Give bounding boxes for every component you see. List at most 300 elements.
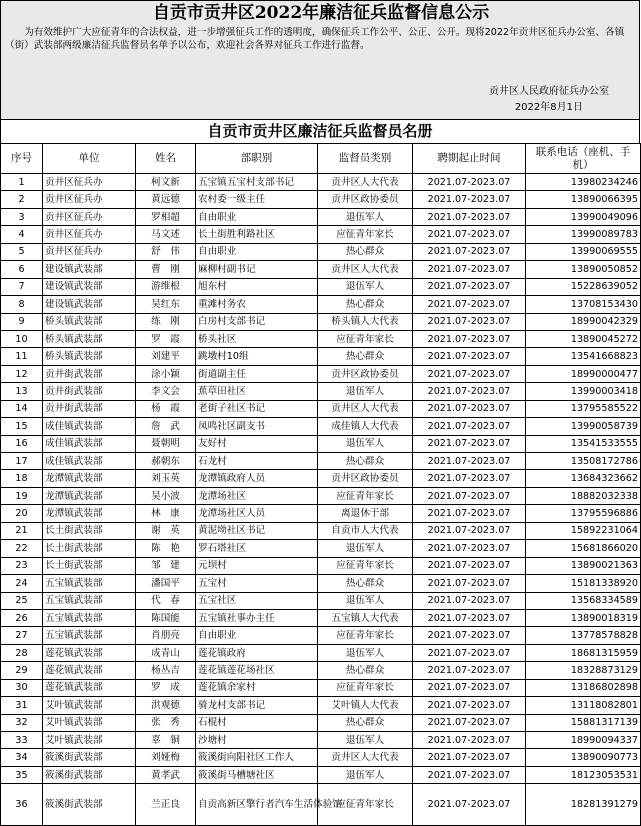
row-category-cell: 贡井区人大代表 [318, 749, 413, 766]
row-index-cell: 32 [1, 714, 43, 731]
row-unit-cell: 贡井区征兵办 [43, 174, 136, 191]
row-name-cell: 刘建平 [136, 348, 196, 365]
row-position-cell: 筱溪街马槽塘社区 [196, 766, 318, 783]
row-term-cell: 2021.07-2023.07 [413, 679, 526, 696]
row-position-cell: 自由职业 [196, 243, 318, 260]
table-row [1, 261, 641, 278]
row-category-cell: 贡井区人大代表 [318, 174, 413, 191]
row-name-cell: 吴小波 [136, 487, 196, 504]
row-name-cell: 吴红东 [136, 296, 196, 313]
row-category-cell: 贡井区政协委员 [318, 191, 413, 208]
table-row [1, 470, 641, 487]
row-category-cell: 自贡市人大代表 [318, 522, 413, 539]
row-position-cell: 白房村支部书记 [196, 313, 318, 330]
row-index-cell: 9 [1, 313, 43, 330]
row-index-cell: 29 [1, 662, 43, 679]
row-position-cell: 自由职业 [196, 627, 318, 644]
row-category-cell: 退伍军人 [318, 766, 413, 783]
row-name-cell: 肖朋亮 [136, 627, 196, 644]
table-row [1, 383, 641, 400]
row-term-cell: 2021.07-2023.07 [413, 261, 526, 278]
row-unit-cell: 贡井区征兵办 [43, 191, 136, 208]
row-category-cell: 热心群众 [318, 453, 413, 470]
row-phone-cell: 13990003418 [526, 383, 641, 400]
row-term-cell: 2021.07-2023.07 [413, 627, 526, 644]
row-index-cell: 11 [1, 348, 43, 365]
row-position-cell: 自由职业 [196, 208, 318, 225]
row-name-cell: 代 春 [136, 592, 196, 609]
row-name-cell: 聂朝明 [136, 435, 196, 452]
row-unit-cell: 建设镇武装部 [43, 278, 136, 295]
row-index-cell: 8 [1, 296, 43, 313]
row-term-cell: 2021.07-2023.07 [413, 732, 526, 749]
row-name-cell: 辜 铜 [136, 732, 196, 749]
row-category-cell: 热心群众 [318, 575, 413, 592]
row-unit-cell: 五宝镇武装部 [43, 609, 136, 626]
row-term-cell: 2021.07-2023.07 [413, 365, 526, 382]
table-row [1, 592, 641, 609]
table-row [1, 453, 641, 470]
column-header-position: 部职别 [196, 144, 318, 174]
row-index-cell: 1 [1, 174, 43, 191]
row-phone-cell: 13684323662 [526, 470, 641, 487]
row-category-cell: 应征青年家长 [318, 226, 413, 243]
table-row [1, 766, 641, 783]
row-name-cell: 杨丛吉 [136, 662, 196, 679]
row-unit-cell: 成佳镇武装部 [43, 435, 136, 452]
table-row [1, 679, 641, 696]
row-phone-cell: 13118082801 [526, 697, 641, 714]
row-index-cell: 16 [1, 435, 43, 452]
row-category-cell: 贡井区政协委员 [318, 470, 413, 487]
row-index-cell: 30 [1, 679, 43, 696]
row-index-cell: 34 [1, 749, 43, 766]
table-row [1, 732, 641, 749]
row-index-cell: 18 [1, 470, 43, 487]
row-index-cell: 6 [1, 261, 43, 278]
row-phone-cell: 13568334589 [526, 592, 641, 609]
table-row [1, 400, 641, 417]
row-position-cell: 农村委一级主任 [196, 191, 318, 208]
row-index-cell: 19 [1, 487, 43, 504]
row-position-cell: 长土街胜利路社区 [196, 226, 318, 243]
table-row [1, 557, 641, 574]
row-position-cell: 桥头社区 [196, 330, 318, 347]
table-row [1, 522, 641, 539]
row-phone-cell: 13890050852 [526, 261, 641, 278]
table-row [1, 575, 641, 592]
row-category-cell: 应征青年家长 [318, 330, 413, 347]
table-row [1, 208, 641, 225]
row-name-cell: 罗 霞 [136, 330, 196, 347]
row-name-cell: 刘娅梅 [136, 749, 196, 766]
row-index-cell: 13 [1, 383, 43, 400]
row-term-cell: 2021.07-2023.07 [413, 330, 526, 347]
row-term-cell: 2021.07-2023.07 [413, 697, 526, 714]
row-term-cell: 2021.07-2023.07 [413, 418, 526, 435]
row-position-cell: 友好村 [196, 435, 318, 452]
row-phone-cell: 15681866020 [526, 540, 641, 557]
row-term-cell: 2021.07-2023.07 [413, 662, 526, 679]
row-category-cell: 热心群众 [318, 296, 413, 313]
row-name-cell: 舒 伟 [136, 243, 196, 260]
row-category-cell: 贡井区政协委员 [318, 365, 413, 382]
row-phone-cell: 18990042329 [526, 313, 641, 330]
row-unit-cell: 艾叶镇武装部 [43, 697, 136, 714]
row-name-cell: 谢 英 [136, 522, 196, 539]
row-name-cell: 邹 建 [136, 557, 196, 574]
row-category-cell: 热心群众 [318, 662, 413, 679]
row-unit-cell: 贡井街武装部 [43, 383, 136, 400]
row-position-cell: 老街子社区书记 [196, 400, 318, 417]
row-term-cell: 2021.07-2023.07 [413, 383, 526, 400]
table-row [1, 749, 641, 766]
row-position-cell: 莲花镇余家村 [196, 679, 318, 696]
row-position-cell: 五宝镇五宝村支部书记 [196, 174, 318, 191]
table-row [1, 191, 641, 208]
row-name-cell: 詹 武 [136, 418, 196, 435]
row-unit-cell: 长土街武装部 [43, 557, 136, 574]
row-phone-cell: 18681315959 [526, 644, 641, 661]
row-term-cell: 2021.07-2023.07 [413, 592, 526, 609]
table-row [1, 296, 641, 313]
row-unit-cell: 成佳镇武装部 [43, 453, 136, 470]
table-row [1, 348, 641, 365]
notice-paragraph: 为有效维护广大应征青年的合法权益，进一步增强征兵工作的透明度，确保征兵工作公平、公正、公开。现将2022年贡井区征兵办公室、各镇（街）武装部两级廉洁征兵监督员名单予以公布，欢迎社会各界对征兵工作进行监督。 [5, 27, 625, 51]
row-position-cell: 莲花镇政府 [196, 644, 318, 661]
row-index-cell: 3 [1, 208, 43, 225]
row-term-cell: 2021.07-2023.07 [413, 226, 526, 243]
row-position-cell: 罗石塔社区 [196, 540, 318, 557]
row-position-cell: 黄泥坳社区书记 [196, 522, 318, 539]
row-phone-cell: 13990089783 [526, 226, 641, 243]
row-position-cell: 龙潭镇政府人员 [196, 470, 318, 487]
row-category-cell: 应征青年家长 [318, 557, 413, 574]
row-position-cell: 凤鸣社区副支书 [196, 418, 318, 435]
row-index-cell: 14 [1, 400, 43, 417]
row-term-cell: 2021.07-2023.07 [413, 296, 526, 313]
row-category-cell: 热心群众 [318, 714, 413, 731]
table-row [1, 627, 641, 644]
row-phone-cell: 13508172786 [526, 453, 641, 470]
table-row [1, 644, 641, 661]
column-header-index: 序号 [1, 144, 43, 174]
row-name-cell: 练 刚 [136, 313, 196, 330]
row-index-cell: 21 [1, 522, 43, 539]
row-category-cell: 热心群众 [318, 348, 413, 365]
row-phone-cell: 13890021363 [526, 557, 641, 574]
row-phone-cell: 13890045272 [526, 330, 641, 347]
row-term-cell: 2021.07-2023.07 [413, 505, 526, 522]
row-position-cell: 五宝村 [196, 575, 318, 592]
row-unit-cell: 贡井街武装部 [43, 400, 136, 417]
row-unit-cell: 贡井区征兵办 [43, 243, 136, 260]
page-title: 自贡市贡井区2022年廉洁征兵监督信息公示 [152, 3, 490, 23]
row-unit-cell: 莲花镇武装部 [43, 679, 136, 696]
row-phone-cell: 15892231064 [526, 522, 641, 539]
row-phone-cell: 18990094337 [526, 732, 641, 749]
row-index-cell: 27 [1, 627, 43, 644]
row-term-cell: 2021.07-2023.07 [413, 540, 526, 557]
row-phone-cell: 13541533555 [526, 435, 641, 452]
row-phone-cell: 18281391279 [526, 784, 641, 826]
row-index-cell: 24 [1, 575, 43, 592]
row-index-cell: 22 [1, 540, 43, 557]
table-row [1, 662, 641, 679]
row-position-cell: 重滩村务农 [196, 296, 318, 313]
row-phone-cell: 18882032338 [526, 487, 641, 504]
row-index-cell: 31 [1, 697, 43, 714]
row-position-cell: 自贡高新区擎行者汽车生活体验馆 [196, 784, 318, 826]
row-unit-cell: 长土街武装部 [43, 522, 136, 539]
row-position-cell: 龙潭场社区 [196, 487, 318, 504]
row-term-cell: 2021.07-2023.07 [413, 208, 526, 225]
row-unit-cell: 成佳镇武装部 [43, 418, 136, 435]
table-row [1, 714, 641, 731]
row-phone-cell: 13708153430 [526, 296, 641, 313]
row-index-cell: 7 [1, 278, 43, 295]
table-row [1, 609, 641, 626]
row-term-cell: 2021.07-2023.07 [413, 278, 526, 295]
row-position-cell: 沙塘村 [196, 732, 318, 749]
row-category-cell: 五宝镇人大代表 [318, 609, 413, 626]
row-unit-cell: 筱溪街武装部 [43, 784, 136, 826]
row-index-cell: 33 [1, 732, 43, 749]
row-phone-cell: 13778578828 [526, 627, 641, 644]
row-unit-cell: 桥头镇武装部 [43, 330, 136, 347]
table-row [1, 418, 641, 435]
row-unit-cell: 五宝镇武装部 [43, 592, 136, 609]
supervisor-roster-table [0, 143, 641, 826]
row-index-cell: 35 [1, 766, 43, 783]
row-category-cell: 桥头镇人大代表 [318, 313, 413, 330]
row-category-cell: 热心群众 [318, 243, 413, 260]
row-name-cell: 陈国能 [136, 609, 196, 626]
table-body [1, 174, 641, 826]
row-index-cell: 5 [1, 243, 43, 260]
row-name-cell: 曹 刚 [136, 261, 196, 278]
row-index-cell: 20 [1, 505, 43, 522]
row-name-cell: 涂小颖 [136, 365, 196, 382]
row-unit-cell: 五宝镇武装部 [43, 627, 136, 644]
row-category-cell: 艾叶镇人大代表 [318, 697, 413, 714]
row-position-cell: 跳墩村10组 [196, 348, 318, 365]
table-row [1, 174, 641, 191]
table-row [1, 540, 641, 557]
row-phone-cell: 18990000477 [526, 365, 641, 382]
row-term-cell: 2021.07-2023.07 [413, 470, 526, 487]
row-unit-cell: 艾叶镇武装部 [43, 714, 136, 731]
row-category-cell: 离退休干部 [318, 505, 413, 522]
row-term-cell: 2021.07-2023.07 [413, 435, 526, 452]
table-row [1, 784, 641, 826]
row-position-cell: 莲花镇莲花场社区 [196, 662, 318, 679]
column-header-name: 姓名 [136, 144, 196, 174]
column-header-phone: 联系电话（座机、手机） [526, 144, 641, 174]
row-name-cell: 陈 艳 [136, 540, 196, 557]
row-unit-cell: 贡井区征兵办 [43, 226, 136, 243]
table-row [1, 487, 641, 504]
row-term-cell: 2021.07-2023.07 [413, 575, 526, 592]
row-phone-cell: 18328873129 [526, 662, 641, 679]
table-header-row [1, 144, 641, 174]
row-category-cell: 应征青年家长 [318, 627, 413, 644]
row-name-cell: 黄孝武 [136, 766, 196, 783]
row-phone-cell: 13795585522 [526, 400, 641, 417]
row-phone-cell: 13541668823 [526, 348, 641, 365]
row-unit-cell: 五宝镇武装部 [43, 575, 136, 592]
row-unit-cell: 龙潭镇武装部 [43, 505, 136, 522]
row-name-cell: 李文会 [136, 383, 196, 400]
row-position-cell: 龙潭场社区人员 [196, 505, 318, 522]
row-unit-cell: 筱溪街武装部 [43, 766, 136, 783]
row-name-cell: 潘国平 [136, 575, 196, 592]
row-term-cell: 2021.07-2023.07 [413, 609, 526, 626]
row-position-cell: 旭东村 [196, 278, 318, 295]
row-term-cell: 2021.07-2023.07 [413, 174, 526, 191]
row-term-cell: 2021.07-2023.07 [413, 784, 526, 826]
row-position-cell: 石龙村 [196, 453, 318, 470]
row-index-cell: 26 [1, 609, 43, 626]
row-name-cell: 游维根 [136, 278, 196, 295]
row-name-cell: 罗 成 [136, 679, 196, 696]
row-phone-cell: 13890090773 [526, 749, 641, 766]
row-term-cell: 2021.07-2023.07 [413, 400, 526, 417]
row-name-cell: 兰正良 [136, 784, 196, 826]
row-name-cell: 张 秀 [136, 714, 196, 731]
row-category-cell: 退伍军人 [318, 383, 413, 400]
row-position-cell: 元坝村 [196, 557, 318, 574]
table-title: 自贡市贡井区廉洁征兵监督员名册 [0, 119, 640, 143]
row-unit-cell: 建设镇武装部 [43, 296, 136, 313]
table-row [1, 243, 641, 260]
row-term-cell: 2021.07-2023.07 [413, 487, 526, 504]
row-name-cell: 林 康 [136, 505, 196, 522]
row-term-cell: 2021.07-2023.07 [413, 749, 526, 766]
row-term-cell: 2021.07-2023.07 [413, 348, 526, 365]
row-index-cell: 36 [1, 784, 43, 826]
table-row [1, 697, 641, 714]
row-category-cell: 退伍军人 [318, 592, 413, 609]
row-name-cell: 马文述 [136, 226, 196, 243]
row-category-cell: 贡井区人大代表 [318, 400, 413, 417]
row-unit-cell: 龙潭镇武装部 [43, 470, 136, 487]
notice-header-box [0, 0, 640, 120]
row-category-cell: 应征青年家长 [318, 679, 413, 696]
row-name-cell: 成青山 [136, 644, 196, 661]
row-index-cell: 17 [1, 453, 43, 470]
column-header-unit: 单位 [43, 144, 136, 174]
row-phone-cell: 13990069555 [526, 243, 641, 260]
row-unit-cell: 长土街武装部 [43, 540, 136, 557]
row-term-cell: 2021.07-2023.07 [413, 644, 526, 661]
row-name-cell: 罗相超 [136, 208, 196, 225]
row-unit-cell: 艾叶镇武装部 [43, 732, 136, 749]
column-header-term: 聘期起止时间 [413, 144, 526, 174]
row-category-cell: 成佳镇人大代表 [318, 418, 413, 435]
row-category-cell: 退伍军人 [318, 732, 413, 749]
row-term-cell: 2021.07-2023.07 [413, 453, 526, 470]
row-term-cell: 2021.07-2023.07 [413, 522, 526, 539]
issue-date: 2022年8月1日 [514, 102, 583, 113]
row-name-cell: 郝朝东 [136, 453, 196, 470]
row-category-cell: 应征青年家长 [318, 487, 413, 504]
row-unit-cell: 贡井区征兵办 [43, 208, 136, 225]
table-row [1, 313, 641, 330]
row-unit-cell: 建设镇武装部 [43, 261, 136, 278]
row-category-cell: 退伍军人 [318, 435, 413, 452]
row-index-cell: 15 [1, 418, 43, 435]
row-phone-cell: 13990058739 [526, 418, 641, 435]
row-phone-cell: 15228639052 [526, 278, 641, 295]
row-unit-cell: 筱溪街武装部 [43, 749, 136, 766]
row-name-cell: 柯文新 [136, 174, 196, 191]
row-term-cell: 2021.07-2023.07 [413, 191, 526, 208]
row-category-cell: 退伍军人 [318, 278, 413, 295]
row-index-cell: 2 [1, 191, 43, 208]
row-unit-cell: 莲花镇武装部 [43, 644, 136, 661]
row-position-cell: 骑龙村支部书记 [196, 697, 318, 714]
row-unit-cell: 贡井街武装部 [43, 365, 136, 382]
row-phone-cell: 15881317139 [526, 714, 641, 731]
row-phone-cell: 13795596886 [526, 505, 641, 522]
table-row [1, 435, 641, 452]
row-phone-cell: 13890066395 [526, 191, 641, 208]
row-unit-cell: 桥头镇武装部 [43, 348, 136, 365]
table-row [1, 226, 641, 243]
row-index-cell: 23 [1, 557, 43, 574]
row-index-cell: 25 [1, 592, 43, 609]
row-position-cell: 五宝镇社事办主任 [196, 609, 318, 626]
column-header-category: 监督员类别 [318, 144, 413, 174]
row-term-cell: 2021.07-2023.07 [413, 313, 526, 330]
row-name-cell: 洪观德 [136, 697, 196, 714]
row-unit-cell: 桥头镇武装部 [43, 313, 136, 330]
row-phone-cell: 18123053531 [526, 766, 641, 783]
row-term-cell: 2021.07-2023.07 [413, 766, 526, 783]
row-index-cell: 12 [1, 365, 43, 382]
row-index-cell: 10 [1, 330, 43, 347]
row-position-cell: 蕉草田社区 [196, 383, 318, 400]
row-name-cell: 刘玉英 [136, 470, 196, 487]
row-position-cell: 石棍村 [196, 714, 318, 731]
row-term-cell: 2021.07-2023.07 [413, 557, 526, 574]
row-term-cell: 2021.07-2023.07 [413, 243, 526, 260]
row-category-cell: 应征青年家长 [318, 784, 413, 826]
row-unit-cell: 龙潭镇武装部 [43, 487, 136, 504]
row-category-cell: 退伍军人 [318, 644, 413, 661]
row-index-cell: 28 [1, 644, 43, 661]
row-position-cell: 筱溪街向阳社区工作人 [196, 749, 318, 766]
row-phone-cell: 13186802898 [526, 679, 641, 696]
table-row [1, 505, 641, 522]
row-term-cell: 2021.07-2023.07 [413, 714, 526, 731]
row-category-cell: 退伍军人 [318, 208, 413, 225]
row-phone-cell: 13890018319 [526, 609, 641, 626]
row-name-cell: 杨 霞 [136, 400, 196, 417]
row-unit-cell: 莲花镇武装部 [43, 662, 136, 679]
row-phone-cell: 13990049096 [526, 208, 641, 225]
table-row [1, 278, 641, 295]
table-row [1, 365, 641, 382]
row-position-cell: 麻柳村副书记 [196, 261, 318, 278]
table-row [1, 330, 641, 347]
row-position-cell: 五宝社区 [196, 592, 318, 609]
row-index-cell: 4 [1, 226, 43, 243]
row-position-cell: 街道副主任 [196, 365, 318, 382]
row-phone-cell: 13980234246 [526, 174, 641, 191]
row-category-cell: 退伍军人 [318, 540, 413, 557]
